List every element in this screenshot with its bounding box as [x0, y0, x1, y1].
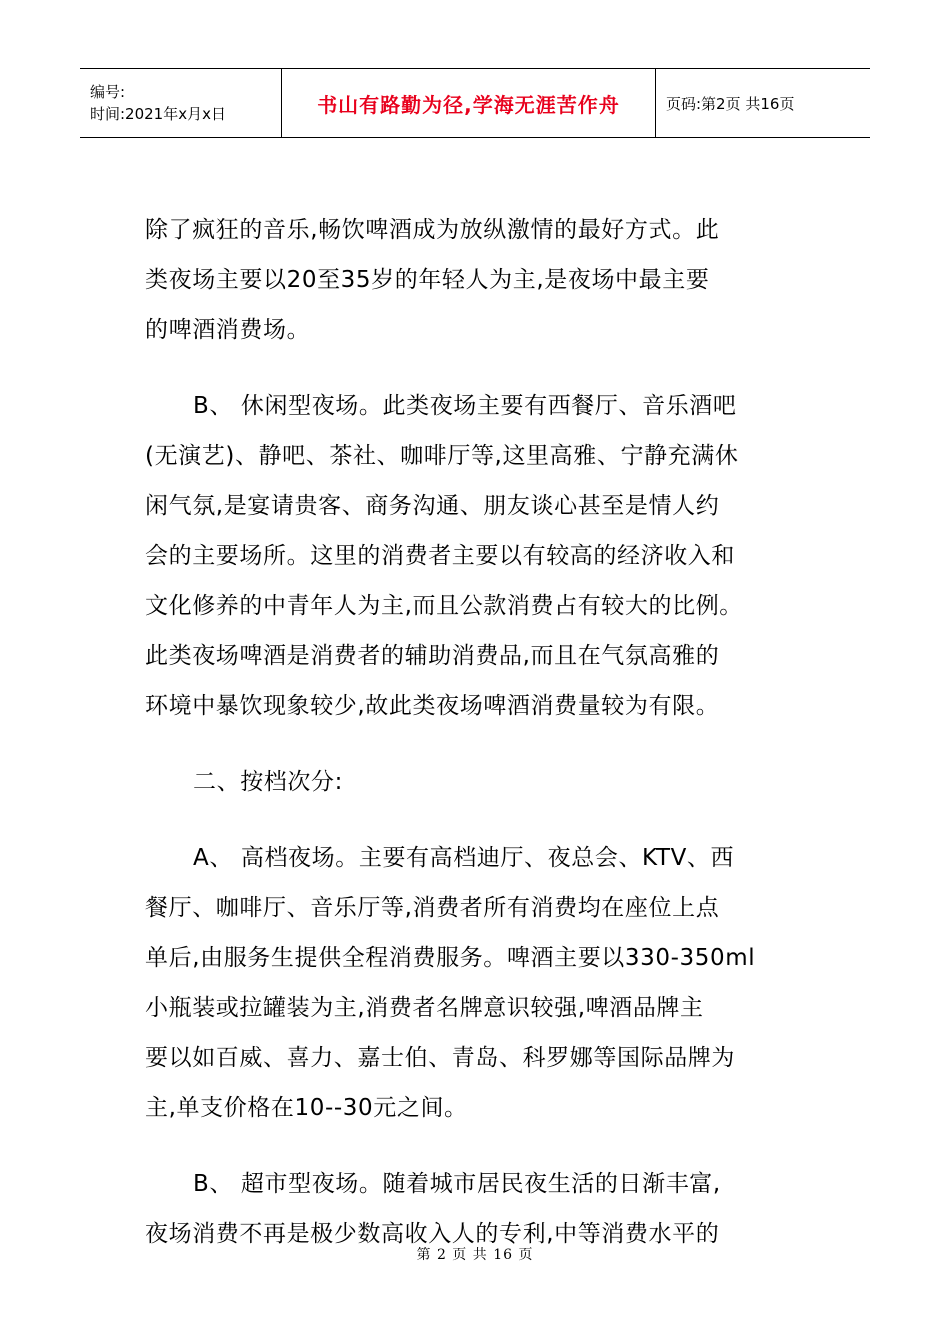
paragraph-1	[145, 155, 825, 355]
header-motto-cell	[282, 69, 656, 137]
paragraph-3	[145, 833, 825, 1133]
paragraph-3-text: 餐厅、咖啡厅、音乐厅等,消费者所有消费均在座位上点 单后,由服务生提供全程消费服务。啤酒主要以330-350ml 小瓶装或拉罐装为主,消费者名牌意识较强,啤酒品牌主 要以如百威、喜力、嘉士伯、青岛、科罗娜等国际品牌为 主,单支价格在10--30元之间。	[145, 895, 756, 1121]
paragraph-4-lead: B、 超市型夜场。随着城市居民夜生活的日渐丰富,	[193, 1171, 721, 1197]
header-motto: 书山有路勤为径,学海无涯苦作舟	[317, 92, 620, 117]
section-heading	[145, 757, 825, 807]
paragraph-2-lead: B、 休闲型夜场。此类夜场主要有西餐厅、音乐酒吧	[193, 393, 737, 419]
paragraph-3-lead: A、 高档夜场。主要有高档迪厅、夜总会、KTV、西	[193, 845, 735, 871]
header-meta	[80, 69, 282, 137]
paragraph-4-text: 夜场消费不再是极少数高收入人的专利,中等消费水平的	[145, 1221, 720, 1247]
header-page-info-cell	[656, 69, 870, 137]
document-body	[145, 155, 825, 1285]
document-date-label: 时间:2021年x月x日	[90, 105, 226, 123]
page-footer	[0, 1244, 950, 1264]
footer-page-number: 第 2 页 共 16 页	[416, 1247, 534, 1263]
header-page-info: 页码:第2页 共16页	[666, 94, 795, 113]
paragraph-2	[145, 381, 825, 731]
document-number-label: 编号:	[90, 83, 126, 101]
paragraph-1-text: 除了疯狂的音乐,畅饮啤酒成为放纵激情的最好方式。此 类夜场主要以20至35岁的年轻人为主,是夜场中最主要 的啤酒消费场。	[145, 217, 720, 343]
section-heading-text: 二、按档次分:	[193, 769, 343, 795]
paragraph-2-text: (无演艺)、静吧、茶社、咖啡厅等,这里高雅、宁静充满休 闲气氛,是宴请贵客、商务沟通、朋友谈心甚至是情人约 会的主要场所。这里的消费者主要以有较高的经济收入和 文化修养的中青年人为主,而且公款消费占有较大的比例。 此类夜场啤酒是消费者的辅助消费品,而且在气氛高雅的 环境中暴饮现象较少,故此类夜场啤酒消费量较为有限。	[145, 443, 743, 719]
page-header	[80, 68, 870, 138]
